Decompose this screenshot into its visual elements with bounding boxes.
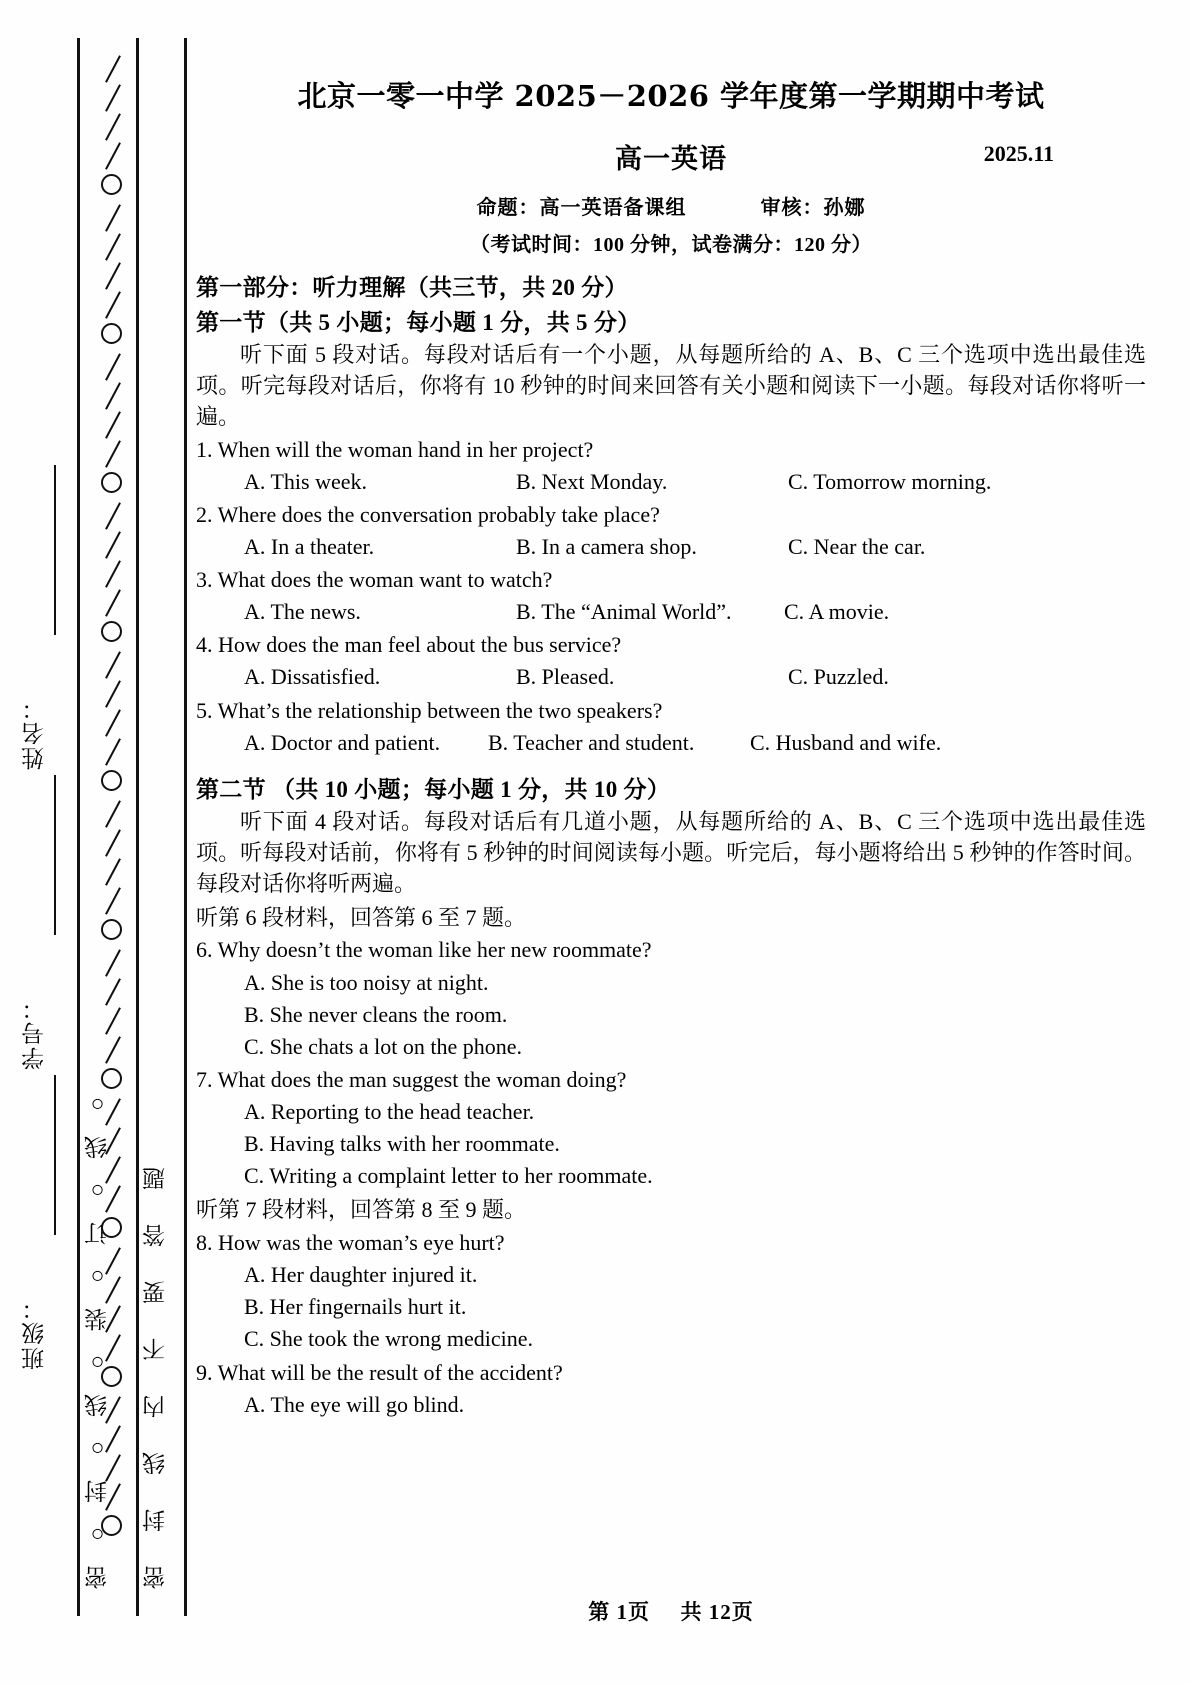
seal-line-column (84, 40, 134, 1615)
seal-tick-mark (105, 1036, 121, 1063)
field-name-line (54, 465, 56, 635)
seal-tick-mark (105, 55, 121, 82)
seal-ring-mark (101, 770, 122, 791)
question-number: 8. (196, 1230, 213, 1256)
question-stem (196, 1357, 1146, 1389)
subject-row (196, 137, 1146, 185)
option-a[interactable]: A. Doctor and patient. (244, 729, 441, 755)
field-id-label: 学号： (22, 995, 47, 1070)
seal-tick-mark (105, 440, 121, 467)
seal-ring-mark (101, 1217, 122, 1238)
seal-ring-mark (101, 174, 122, 195)
question-stem (196, 1064, 1146, 1096)
seal-ring-mark (101, 1515, 122, 1536)
option-a[interactable]: A. Reporting to the head teacher. (244, 1098, 535, 1124)
material-lead: 听第 7 段材料，回答第 8 至 9 题。 (196, 1197, 527, 1223)
seal-tick-mark (105, 709, 121, 736)
option-b[interactable]: B. She never cleans the room. (244, 1001, 508, 1027)
subject-name: 高一英语 (615, 144, 727, 175)
option-b[interactable]: B. Next Monday. (516, 468, 668, 494)
option-a[interactable]: A. The news. (244, 599, 361, 625)
page-title: 北京一零一中学 2025－2026 学年度第一学期期中考试 (297, 79, 1045, 113)
seal-rule-2 (136, 38, 139, 1616)
field-class-label: 班级： (22, 1295, 47, 1370)
option-row (196, 661, 1146, 693)
credits-row (196, 191, 1146, 220)
seal-tick-mark (105, 142, 121, 169)
question-text: What does the man suggest the woman doing? (217, 1066, 627, 1092)
field-name-label: 姓名： (22, 695, 47, 770)
seal-tick-mark (105, 353, 121, 380)
seal-tick-mark (105, 887, 121, 914)
footer-total-pages: 共 12页 (680, 1600, 754, 1624)
option-a[interactable]: A. Her daughter injured it. (244, 1262, 478, 1288)
section-two-directions: 听下面 4 段对话。每段对话后有几道小题，从每题所给的 A、B、C 三个选项中选出最佳选项。听每段对话前，你将有 5 秒钟的时间阅读每小题。听完后，每小题将给出 5 秒钟的作答时间。每段对话你将听两遍。 (196, 808, 1146, 897)
question-number: 2. (196, 501, 213, 527)
section-two-heading: 第二节 （共 10 小题；每小题 1 分，共 10 分） (196, 776, 671, 802)
question-number: 7. (196, 1066, 213, 1092)
seal-tick-mark (105, 589, 121, 616)
seal-tick-mark (105, 531, 121, 558)
option-row (196, 466, 1146, 498)
question-stem (196, 695, 1146, 727)
question-stem (196, 499, 1146, 531)
option-c[interactable]: C. She chats a lot on the phone. (244, 1033, 523, 1059)
option-b[interactable]: B. Having talks with her roommate. (244, 1131, 560, 1157)
option-c[interactable]: C. A movie. (784, 599, 890, 625)
option-b[interactable]: B. The “Animal World”. (516, 599, 732, 625)
question-number: 1. (196, 436, 213, 462)
seal-tick-mark (105, 113, 121, 140)
seal-tick-mark (105, 651, 121, 678)
option-stack (196, 1259, 1146, 1355)
seal-tick-mark (105, 738, 121, 765)
section-one-directions: 听下面 5 段对话。每段对话后有一个小题，从每题所给的 A、B、C 三个选项中选出最佳选项。听完每段对话后，你将有 10 秒钟的时间来回答有关小题和阅读下一小题。每段对话你将听一遍。 (196, 342, 1146, 430)
paper-reviewer: 审核：孙娜 (760, 197, 866, 219)
field-id-line (54, 1075, 56, 1235)
seal-tick-mark (105, 858, 121, 885)
seal-tick-mark (105, 262, 121, 289)
part-one-heading: 第一部分：听力理解（共三节，共 20 分） (196, 275, 628, 300)
sealing-strip (0, 0, 190, 1684)
seal-tick-mark (105, 949, 121, 976)
option-stack (196, 1096, 1146, 1192)
seal-ring-mark (101, 621, 122, 642)
seal-tick-mark (105, 978, 121, 1005)
option-b[interactable]: B. In a camera shop. (516, 534, 697, 560)
question-number: 9. (196, 1359, 213, 1385)
option-c[interactable]: C. Near the car. (788, 534, 926, 560)
seal-tick-mark (105, 502, 121, 529)
question-text: What will be the result of the accident? (217, 1359, 563, 1385)
option-c[interactable]: C. Husband and wife. (750, 729, 942, 755)
seal-ring-mark (101, 472, 122, 493)
page-footer (196, 1596, 1146, 1626)
option-row (196, 531, 1146, 563)
question-stem (196, 934, 1146, 966)
footer-current-page: 第 1页 (588, 1600, 650, 1624)
option-stack (196, 967, 1146, 1063)
option-stack (196, 1389, 1146, 1421)
option-c[interactable]: C. She took the wrong medicine. (244, 1326, 534, 1352)
student-fields (18, 40, 76, 1610)
question-number: 6. (196, 937, 213, 963)
option-row (196, 727, 1146, 759)
question-stem (196, 1227, 1146, 1259)
seal-tick-mark (105, 382, 121, 409)
question-stem (196, 629, 1146, 661)
material-lead: 听第 6 段材料，回答第 6 至 7 题。 (196, 904, 527, 930)
question-stem (196, 434, 1146, 466)
seal-tick-mark (105, 1007, 121, 1034)
option-c[interactable]: C. Tomorrow morning. (788, 468, 992, 494)
question-number: 4. (196, 632, 213, 658)
seal-tick-mark (105, 84, 121, 111)
question-text: What does the woman want to watch? (217, 567, 553, 593)
seal-tick-mark (105, 829, 121, 856)
option-a[interactable]: A. She is too noisy at night. (244, 969, 489, 995)
option-a[interactable]: A. This week. (244, 468, 368, 494)
seal-warning-column (143, 40, 183, 1615)
option-a[interactable]: A. The eye will go blind. (244, 1391, 465, 1417)
option-c[interactable]: C. Writing a complaint letter to her roommate. (244, 1163, 653, 1189)
exam-date: 2025.11 (983, 141, 1054, 166)
field-name-line-2 (54, 775, 56, 935)
option-row (196, 596, 1146, 628)
seal-warning-text: 密封线内不要答题 (143, 1133, 168, 1589)
question-text: Where does the conversation probably take place? (217, 501, 660, 527)
option-b[interactable]: B. Pleased. (516, 664, 615, 690)
seal-tick-mark (105, 233, 121, 260)
question-number: 3. (196, 567, 213, 593)
option-b[interactable]: B. Her fingernails hurt it. (244, 1294, 467, 1320)
seal-tick-mark (105, 560, 121, 587)
option-b[interactable]: B. Teacher and student. (488, 729, 695, 755)
section-one-heading: 第一节（共 5 小题；每小题 1 分，共 5 分） (196, 310, 641, 335)
exam-limits: （考试时间：100 分钟，试卷满分：120 分） (470, 234, 872, 256)
seal-rule-1 (77, 38, 80, 1616)
seal-tick-mark (105, 204, 121, 231)
option-c[interactable]: C. Puzzled. (788, 664, 889, 690)
seal-tick-mark (105, 411, 121, 438)
seal-tick-mark (105, 800, 121, 827)
option-a[interactable]: A. Dissatisfied. (244, 664, 381, 690)
question-text: How was the woman’s eye hurt? (218, 1230, 505, 1256)
seal-line-text: 密○封○线○装○订○线○ (85, 1073, 110, 1589)
seal-rule-3 (184, 38, 187, 1616)
seal-ring-mark (101, 919, 122, 940)
question-stem (196, 564, 1146, 596)
seal-ring-mark (101, 323, 122, 344)
question-text: How does the man feel about the bus service? (218, 632, 622, 658)
paper-setter: 命题：高一英语备课组 (476, 197, 687, 219)
question-text: Why doesn’t the woman like her new roommate? (217, 937, 652, 963)
seal-ring-mark (101, 1366, 122, 1387)
seal-tick-mark (105, 680, 121, 707)
option-a[interactable]: A. In a theater. (244, 534, 375, 560)
exam-content (196, 52, 1146, 1421)
question-text: When will the woman hand in her project? (217, 436, 594, 462)
seal-tick-mark (105, 291, 121, 318)
seal-ring-mark (101, 1068, 122, 1089)
question-text: What’s the relationship between the two speakers? (217, 697, 663, 723)
question-number: 5. (196, 697, 213, 723)
